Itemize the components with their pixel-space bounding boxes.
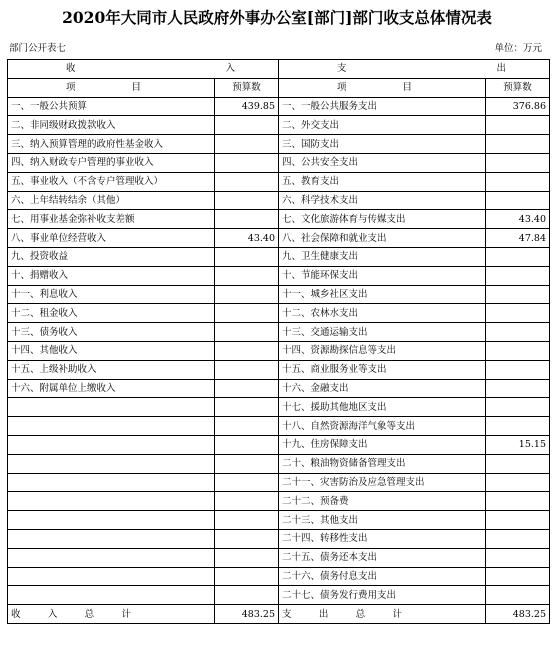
table-row — [8, 341, 550, 360]
expense-item-cell: 二十、粮油物资储备管理支出 — [279, 454, 486, 473]
expense-item-cell: 二十三、其他支出 — [279, 511, 486, 530]
expense-amount-cell: 43.40 — [486, 210, 550, 229]
income-amount-cell — [215, 360, 279, 379]
table-row — [8, 586, 550, 605]
expense-amount-cell — [486, 454, 550, 473]
income-item-cell: 十三、债务收入 — [8, 323, 215, 342]
table-row — [8, 304, 550, 323]
expense-amount-cell — [486, 398, 550, 417]
income-item-cell — [8, 417, 215, 436]
income-item-cell — [8, 492, 215, 511]
expense-item-cell: 十六、金融支出 — [279, 379, 486, 398]
expense-item-cell: 二十七、债务发行费用支出 — [279, 586, 486, 605]
table-row — [8, 548, 550, 567]
expense-item-cell: 二十二、预备费 — [279, 492, 486, 511]
income-amount-cell — [215, 191, 279, 210]
income-total-label: 收 入 总 计 — [8, 605, 215, 624]
table-row — [8, 135, 550, 154]
income-amount-cell — [215, 379, 279, 398]
income-amount-cell — [215, 586, 279, 605]
expense-amount-cell — [486, 379, 550, 398]
expense-amount-cell — [486, 153, 550, 172]
expense-amount-cell — [486, 135, 550, 154]
income-amount-cell — [215, 341, 279, 360]
expense-item-header: 项 目 — [279, 78, 486, 97]
income-item-header: 项 目 — [8, 78, 215, 97]
expense-amount-cell: 47.84 — [486, 229, 550, 248]
income-item-cell: 四、纳入财政专户管理的事业收入 — [8, 153, 215, 172]
income-section-header: 收 入 — [8, 60, 279, 79]
income-amount-cell — [215, 285, 279, 304]
expense-item-cell: 二、外交支出 — [279, 116, 486, 135]
income-item-cell — [8, 529, 215, 548]
totals-row — [8, 605, 550, 624]
table-row — [8, 529, 550, 548]
table-row — [8, 266, 550, 285]
table-row — [8, 473, 550, 492]
table-row — [8, 229, 550, 248]
expense-item-cell: 六、科学技术支出 — [279, 191, 486, 210]
table-row — [8, 511, 550, 530]
income-item-cell — [8, 435, 215, 454]
expense-amount-cell: 15.15 — [486, 435, 550, 454]
income-item-cell — [8, 454, 215, 473]
expense-amount-cell — [486, 191, 550, 210]
expense-item-cell: 十七、援助其他地区支出 — [279, 398, 486, 417]
income-item-cell — [8, 473, 215, 492]
income-item-cell — [8, 548, 215, 567]
income-item-cell: 三、纳入预算管理的政府性基金收入 — [8, 135, 215, 154]
income-amount-cell — [215, 492, 279, 511]
expense-item-cell: 十五、商业服务业等支出 — [279, 360, 486, 379]
expense-item-cell: 十八、自然资源海洋气象等支出 — [279, 417, 486, 436]
income-item-cell: 一、一般公共预算 — [8, 97, 215, 116]
table-row — [8, 417, 550, 436]
expense-amount-cell — [486, 266, 550, 285]
income-amount-cell — [215, 266, 279, 285]
table-row — [8, 398, 550, 417]
expense-amount-cell — [486, 116, 550, 135]
income-item-cell: 十六、附属单位上缴收入 — [8, 379, 215, 398]
expense-item-cell: 二十四、转移性支出 — [279, 529, 486, 548]
budget-table — [7, 59, 550, 624]
expense-amount-cell — [486, 285, 550, 304]
expense-total-label: 支 出 总 计 — [279, 605, 486, 624]
income-amount-cell — [215, 417, 279, 436]
income-item-cell: 九、投资收益 — [8, 247, 215, 266]
expense-item-cell: 一、一般公共服务支出 — [279, 97, 486, 116]
expense-amount-cell — [486, 511, 550, 530]
income-total-amount: 483.25 — [215, 605, 279, 624]
income-item-cell — [8, 567, 215, 586]
income-item-cell: 十二、租金收入 — [8, 304, 215, 323]
income-item-cell: 十、捐赠收入 — [8, 266, 215, 285]
income-amount-cell — [215, 567, 279, 586]
expense-amount-cell: 376.86 — [486, 97, 550, 116]
expense-item-cell: 九、卫生健康支出 — [279, 247, 486, 266]
table-row — [8, 153, 550, 172]
table-row — [8, 285, 550, 304]
table-row — [8, 454, 550, 473]
expense-amount-cell — [486, 492, 550, 511]
table-row — [8, 379, 550, 398]
expense-item-cell: 五、教育支出 — [279, 172, 486, 191]
expense-item-cell: 十二、农林水支出 — [279, 304, 486, 323]
income-amount-cell — [215, 135, 279, 154]
table-row — [8, 210, 550, 229]
income-amount-cell — [215, 153, 279, 172]
income-item-cell: 五、事业收入（不含专户管理收入） — [8, 172, 215, 191]
income-amount-cell — [215, 116, 279, 135]
table-row — [8, 435, 550, 454]
expense-amount-cell — [486, 304, 550, 323]
section-header-row — [8, 60, 550, 79]
expense-amount-cell — [486, 323, 550, 342]
income-amount-cell — [215, 210, 279, 229]
expense-total-amount: 483.25 — [486, 605, 550, 624]
table-row — [8, 247, 550, 266]
table-row — [8, 567, 550, 586]
table-row — [8, 97, 550, 116]
expense-item-cell: 二十六、债务付息支出 — [279, 567, 486, 586]
income-amount-cell — [215, 172, 279, 191]
expense-item-cell: 十、节能环保支出 — [279, 266, 486, 285]
income-item-cell: 十五、上级补助收入 — [8, 360, 215, 379]
expense-item-cell: 十九、住房保障支出 — [279, 435, 486, 454]
income-item-cell — [8, 511, 215, 530]
income-amount-cell — [215, 247, 279, 266]
table-row — [8, 172, 550, 191]
form-code: 部门公开表七 — [9, 43, 67, 54]
income-amount-header: 预算数 — [215, 78, 279, 97]
expense-amount-cell — [486, 586, 550, 605]
unit-label: 单位：万元 — [494, 43, 542, 54]
income-amount-cell — [215, 511, 279, 530]
expense-amount-cell — [486, 247, 550, 266]
income-item-cell: 七、用事业基金弥补收支差额 — [8, 210, 215, 229]
income-amount-cell — [215, 548, 279, 567]
table-row — [8, 191, 550, 210]
expense-item-cell: 七、文化旅游体育与传媒支出 — [279, 210, 486, 229]
table-row — [8, 116, 550, 135]
expense-item-cell: 十一、城乡社区支出 — [279, 285, 486, 304]
expense-amount-cell — [486, 529, 550, 548]
income-item-cell: 十一、利息收入 — [8, 285, 215, 304]
income-amount-cell — [215, 398, 279, 417]
expense-amount-cell — [486, 341, 550, 360]
table-row — [8, 323, 550, 342]
income-amount-cell — [215, 529, 279, 548]
income-item-cell: 八、事业单位经营收入 — [8, 229, 215, 248]
expense-item-cell: 四、公共安全支出 — [279, 153, 486, 172]
expense-amount-cell — [486, 567, 550, 586]
expense-amount-header: 预算数 — [486, 78, 550, 97]
expense-amount-cell — [486, 417, 550, 436]
expense-item-cell: 二十五、债务还本支出 — [279, 548, 486, 567]
income-item-cell: 六、上年结转结余（其他） — [8, 191, 215, 210]
income-item-cell — [8, 398, 215, 417]
expense-item-cell: 十三、交通运输支出 — [279, 323, 486, 342]
expense-amount-cell — [486, 360, 550, 379]
table-row — [8, 492, 550, 511]
expense-item-cell: 三、国防支出 — [279, 135, 486, 154]
income-item-cell: 二、非同级财政拨款收入 — [8, 116, 215, 135]
income-item-cell — [8, 586, 215, 605]
expense-amount-cell — [486, 548, 550, 567]
income-amount-cell — [215, 435, 279, 454]
income-amount-cell: 439.85 — [215, 97, 279, 116]
expense-amount-cell — [486, 172, 550, 191]
expense-item-cell: 二十一、灾害防治及应急管理支出 — [279, 473, 486, 492]
expense-item-cell: 十四、资源勘探信息等支出 — [279, 341, 486, 360]
expense-section-header: 支 出 — [279, 60, 550, 79]
table-row — [8, 360, 550, 379]
column-header-row — [8, 78, 550, 97]
income-item-cell: 十四、其他收入 — [8, 341, 215, 360]
income-amount-cell — [215, 454, 279, 473]
income-amount-cell — [215, 473, 279, 492]
income-amount-cell — [215, 304, 279, 323]
income-amount-cell — [215, 323, 279, 342]
income-amount-cell: 43.40 — [215, 229, 279, 248]
report-title: 2020年大同市人民政府外事办公室[部门]部门收支总体情况表 — [62, 8, 492, 27]
expense-item-cell: 八、社会保障和就业支出 — [279, 229, 486, 248]
expense-amount-cell — [486, 473, 550, 492]
